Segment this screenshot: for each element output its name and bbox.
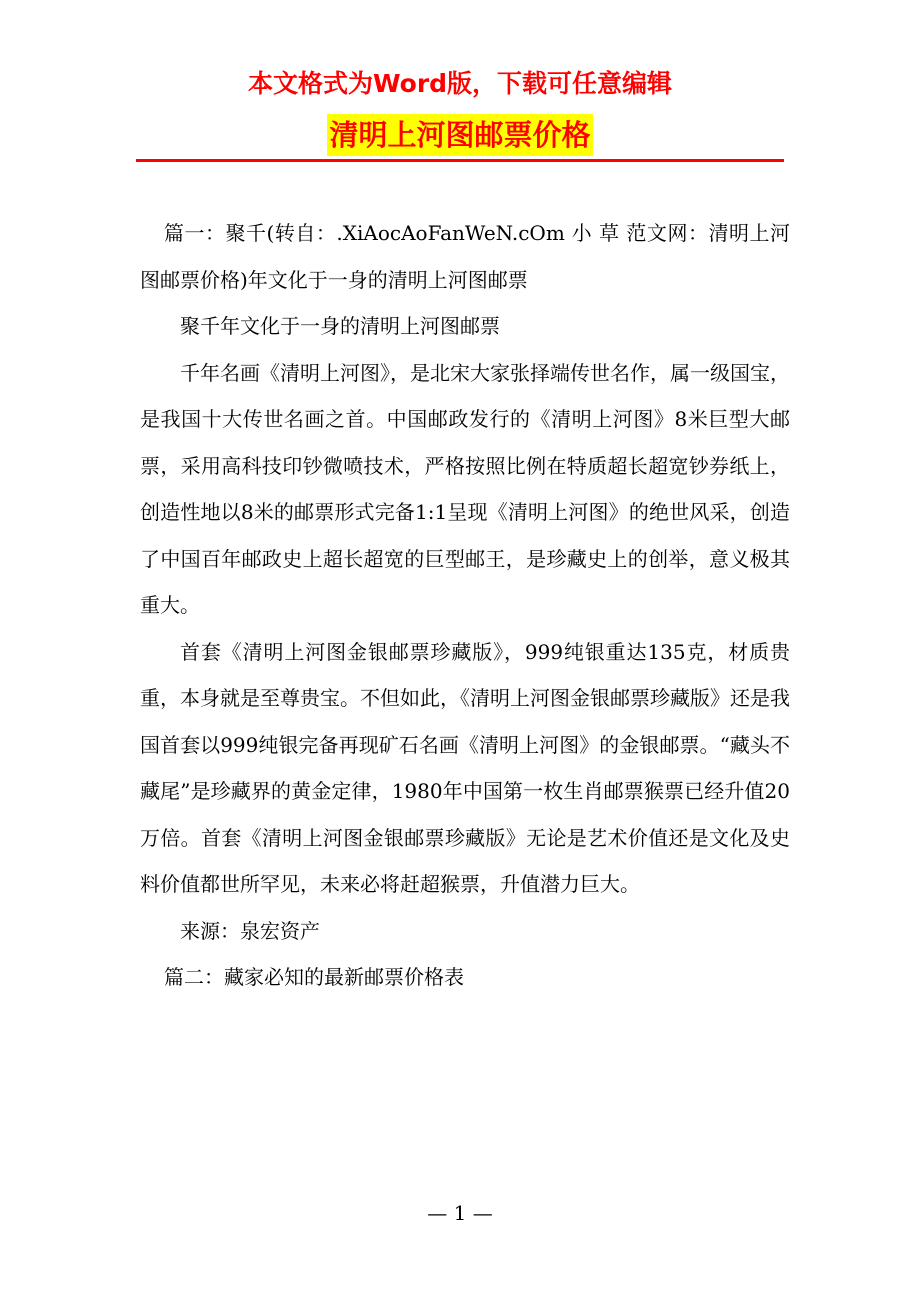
paragraph-silver-edition: 首套《清明上河图金银邮票珍藏版》，999纯银重达135克，材质贵重，本身就是至尊贵宝。不但如此，《清明上河图金银邮票珍藏版》还是我国首套以999纯银完备再现矿石名画《清明上河图》的金银邮票。“藏头不藏尾”是珍藏界的黄金定律，1980年中国第一枚生肖邮票猴票已经升值20万倍。首套《清明上河图金银邮票珍藏版》无论是艺术价值还是文化及史料价值都世所罕见，未来必将赶超猴票，升值潜力巨大。 xyxy=(140,639,790,896)
paragraph-intro: 篇一：聚千(转自：.XiAocAoFanWeN.cOm 小 草 范文网：清明上河图邮票价格)年文化于一身的清明上河图邮票 xyxy=(140,221,790,292)
paragraph-source: 来源：泉宏资产 xyxy=(180,918,320,943)
format-notice-banner: 本文格式为Word版，下载可任意编辑 xyxy=(247,69,673,98)
document-body xyxy=(140,210,790,1001)
paragraph-subheading: 聚千年文化于一身的清明上河图邮票 xyxy=(180,314,500,338)
paragraph-section-two-heading: 篇二：藏家必知的最新邮票价格表 xyxy=(164,965,464,989)
paragraph-painting-description: 千年名画《清明上河图》，是北宋大家张择端传世名作，属一级国宝，是我国十大传世名画之首。中国邮政发行的《清明上河图》8米巨型大邮票，采用高科技印钞微喷技术，严格按照比例在特质超长超宽钞券纸上，创造性地以8米的邮票形式完备1:1呈现《清明上河图》的绝世风采，创造了中国百年邮政史上超长超宽的巨型邮王，是珍藏史上的创举，意义极其重大。 xyxy=(140,360,790,617)
title-container xyxy=(0,114,920,156)
page-number-footer: — 1 — xyxy=(427,1201,493,1225)
title-divider-rule xyxy=(136,159,784,162)
document-title: 清明上河图邮票价格 xyxy=(327,114,592,156)
